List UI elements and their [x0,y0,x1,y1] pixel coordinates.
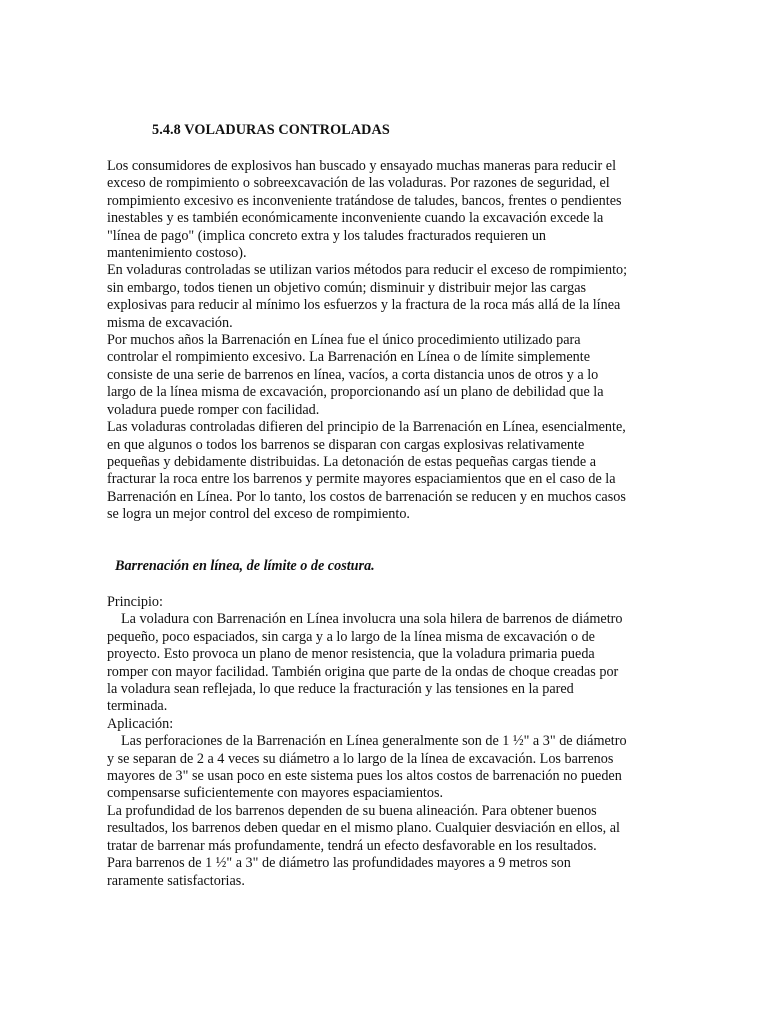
text-line: Principio: [107,594,163,610]
text-line: resultados, los barrenos deben quedar en el mismo plano. Cualquier desviación en ellos, al [107,820,620,837]
text-line: y se separan de 2 a 4 veces su diámetro a lo largo de la línea de excavación. Los barrenos [107,750,614,767]
text-line: exceso de rompimiento o sobreexcavación de las voladuras. Por razones de seguridad, el [107,175,610,192]
details-text [107,594,677,890]
paragraph-application [107,733,677,803]
text-line: tratar de barrenar más profundamente, tendrá un efecto desfavorable en los resultados. [107,837,597,854]
text-line: Los consumidores de explosivos han buscado y ensayado muchas maneras para reducir el [107,158,617,174]
text-line: Para barrenos de 1 ½" a 3" de diámetro las profundidades mayores a 9 metros son [107,855,571,872]
text-line: fracturar la roca entre los barrenos y permite mayores espaciamientos que en el caso de la [107,471,616,488]
intro-text [107,158,677,524]
paragraph-explosive-consumers [107,158,677,262]
paragraph-controlled-blasting [107,262,677,332]
paragraph-diameter-depth [107,855,677,890]
application-label [107,716,677,733]
text-line: mayores de 3" se usan poco en este sistema pues los altos costos de barrenación no pueden [107,768,622,785]
text-line: pequeñas y debidamente distribuidas. La detonación de estas pequeñas cargas tiende a [107,453,597,470]
text-line: Las voladuras controladas difieren del principio de la Barrenación en Línea, esencialmente, [107,419,626,436]
text-line: rompimiento excesivo es inconveniente tratándose de taludes, bancos, frentes o pendientes [107,192,622,209]
paragraph-line-drilling-history [107,332,677,419]
text-line: La profundidad de los barrenos dependen de su buena alineación. Para obtener buenos [107,802,597,819]
section-title: 5.4.8 VOLADURAS CONTROLADAS [152,122,390,138]
text-line: proyecto. Esto provoca un plano de menor resistencia, que la voladura primaria pueda [107,646,595,663]
paragraph-differences [107,419,677,523]
text-line: compensarse suficientemente con mayores espaciamientos. [107,785,444,802]
text-line: consiste de una serie de barrenos en línea, vacíos, a corta distancia unos de otros y a lo [107,366,599,383]
text-line: Por muchos años la Barrenación en Línea fue el único procedimiento utilizado para [107,332,581,349]
text-line: Barrenación en Línea. Por lo tanto, los costos de barrenación se reducen y en muchos casos [107,488,626,505]
text-line: En voladuras controladas se utilizan varios métodos para reducir el exceso de rompimiento; [107,262,628,279]
subsection-title: Barrenación en línea, de límite o de costura. [115,558,375,574]
text-line: Las perforaciones de la Barrenación en Línea generalmente son de 1 ½" a 3" de diámetro [121,733,627,750]
text-line: pequeño, poco espaciados, sin carga y a lo largo de la línea misma de excavación o de [107,628,595,645]
text-line: La voladura con Barrenación en Línea involucra una sola hilera de barrenos de diámetro [121,611,623,628]
paragraph-principle [107,611,677,715]
principle-label [107,594,677,611]
text-line: explosivas para reducir al mínimo los esfuerzos y la fractura de la roca más allá de la línea [107,297,621,314]
text-line: "línea de pago" (implica concreto extra y los taludes fracturados requieren un [107,227,547,244]
text-line: inestables y es también económicamente inconveniente cuando la excavación excede la [107,210,604,227]
text-line: sin embargo, todos tienen un objetivo común; disminuir y distribuir mejor las cargas [107,279,587,296]
text-line: misma de excavación. [107,314,233,331]
text-line: raramente satisfactorias. [107,872,245,889]
text-line: en que algunos o todos los barrenos se disparan con cargas explosivas relativamente [107,436,585,453]
text-line: romper con mayor facilidad. También origina que parte de la ondas de choque creadas por [107,663,619,680]
paragraph-depth [107,803,677,855]
text-line: Aplicación: [107,715,174,732]
text-line: mantenimiento costoso). [107,245,247,262]
text-line: controlar el rompimiento excesivo. La Barrenación en Línea o de límite simplemente [107,349,590,366]
text-line: largo de la línea misma de excavación, proporcionando así un plano de debilidad que la [107,384,604,401]
text-line: terminada. [107,698,168,715]
text-line: se logra un mejor control del exceso de rompimiento. [107,506,410,523]
text-line: la voladura sean reflejada, lo que reduce la fracturación y las tensiones en la pared [107,681,574,698]
text-line: voladura puede romper con facilidad. [107,401,320,418]
